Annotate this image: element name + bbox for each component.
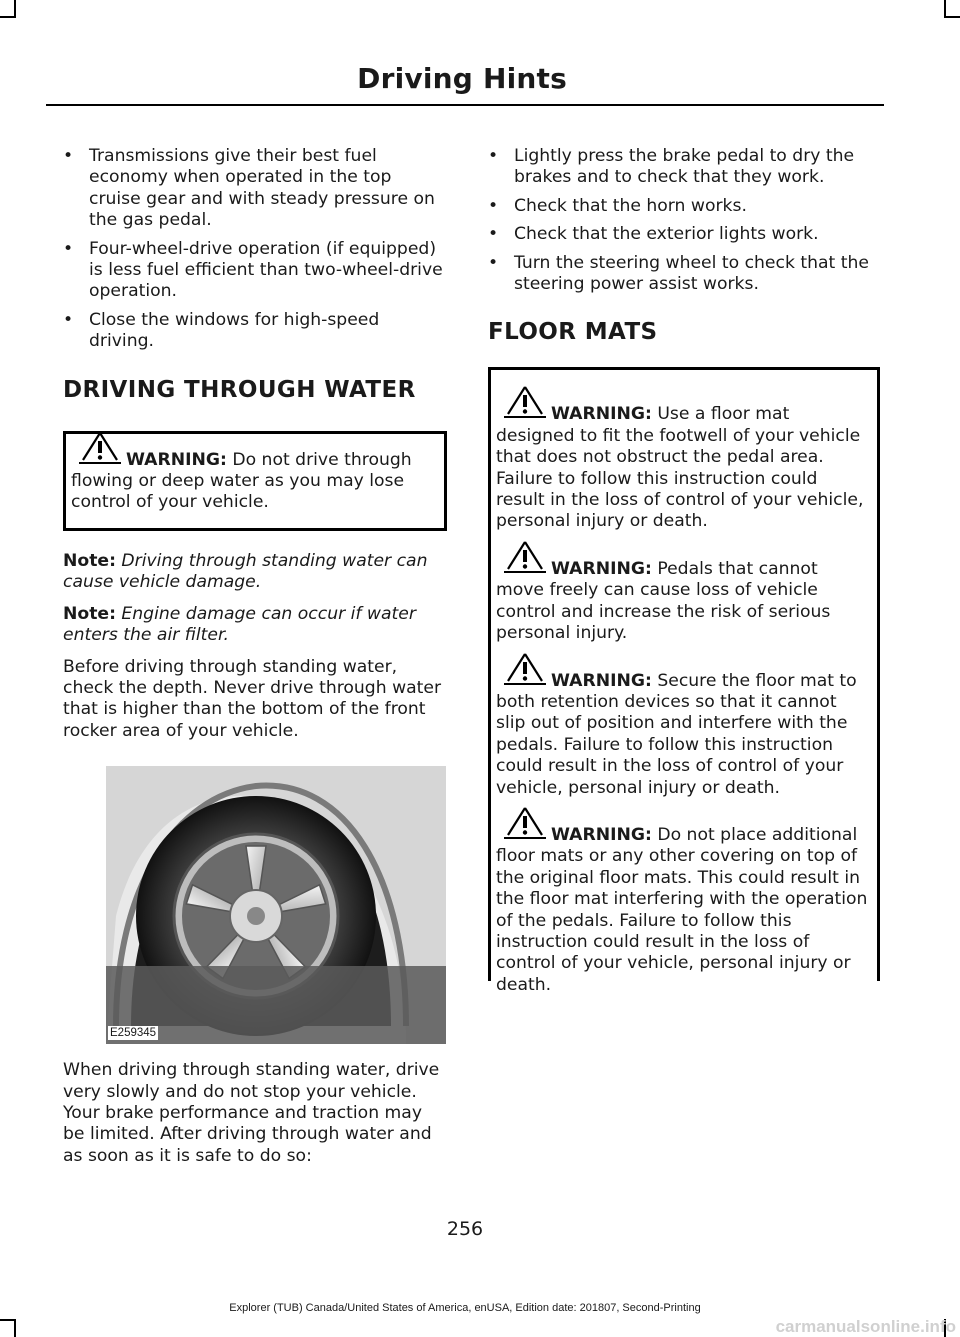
list-item: • Transmissions give their best fuel economy when operated in the top cruise gear and with steady pressure on the gas pedal. — [63, 146, 447, 232]
paragraph: Before driving through standing water, check the depth. Never drive through water that is higher than the bottom of the front rocker area of your vehicle. — [63, 656, 442, 741]
warning-label: WARNING: — [551, 558, 652, 579]
list-item: • Check that the horn works. — [488, 196, 880, 217]
warning-label: WARNING: — [551, 824, 652, 845]
bullet-list — [63, 146, 447, 353]
crop-mark — [0, 16, 16, 18]
note — [63, 604, 447, 647]
warning-triangle-icon — [498, 541, 552, 575]
warning-triangle-icon — [73, 432, 127, 466]
footer-text: Explorer (TUB) Canada/United States of America, enUSA, Edition date: 201807, Second-Printing — [229, 1302, 701, 1314]
note-text: Engine damage can occur if water enters the air filter. — [63, 603, 416, 646]
warning-box — [488, 367, 880, 995]
bullet-list — [488, 146, 880, 295]
watermark: carmanualsonline.info — [775, 1317, 956, 1336]
crop-mark — [944, 16, 960, 18]
list-item: • Check that the exterior lights work. — [488, 224, 880, 245]
left-column — [63, 146, 447, 1167]
warning-text: Use a floor mat designed to fit the footwell of your vehicle that does not obstruct the pedal area. Failure to follow this instruction could result in the loss of control of your vehicle, personal injury or death. — [496, 404, 864, 532]
right-column — [488, 146, 880, 995]
warning-item — [71, 450, 438, 514]
section-heading: FLOOR MATS — [488, 319, 658, 346]
header-rule — [46, 104, 884, 106]
wheel-illustration — [106, 766, 446, 1044]
warning-triangle-icon — [498, 807, 552, 841]
warning-triangle-icon — [498, 386, 552, 420]
crop-mark — [14, 1319, 16, 1337]
note — [63, 551, 447, 594]
warning-item — [496, 825, 871, 996]
warning-label: WARNING: — [551, 670, 652, 691]
warning-text: Secure the floor mat to both retention devices so that it cannot slip out of position and interfere with the pedals. Failure to follow this instruction could result in the loss of control of your vehicle, personal injury or death. — [496, 670, 857, 798]
note-label: Note: — [63, 550, 116, 571]
crop-mark — [0, 1319, 16, 1321]
list-item: • Four-wheel-drive operation (if equipped) is less fuel efficient than two-wheel-drive operation. — [63, 239, 447, 303]
note-label: Note: — [63, 603, 116, 624]
page-number: 256 — [446, 1218, 484, 1240]
warning-label: WARNING: — [551, 404, 652, 425]
figure-id: E259345 — [110, 1027, 157, 1040]
warning-triangle-icon — [498, 653, 552, 687]
list-item: • Lightly press the brake pedal to dry the brakes and to check that they work. — [488, 146, 880, 189]
note-text: Driving through standing water can cause vehicle damage. — [63, 550, 428, 593]
page-title: Driving Hints — [357, 62, 567, 95]
wheel-figure — [106, 766, 446, 1044]
warning-text: Do not drive through flowing or deep water as you may lose control of your vehicle. — [71, 449, 412, 513]
warning-label: WARNING: — [126, 449, 227, 470]
warning-item — [496, 559, 871, 645]
warning-text: Pedals that cannot move freely can cause loss of vehicle control and increase the risk of serious personal injury. — [496, 558, 831, 644]
warning-item — [496, 404, 871, 532]
section-heading: DRIVING THROUGH WATER — [63, 376, 416, 403]
paragraph: When driving through standing water, drive very slowly and do not stop your vehicle. Your brake performance and traction may be limited. After driving through water and as soon as it is safe to do so: — [63, 1060, 440, 1166]
warning-item — [496, 671, 871, 799]
list-item: • Turn the steering wheel to check that the steering power assist works. — [488, 253, 880, 296]
list-item: • Close the windows for high-speed driving. — [63, 310, 447, 353]
warning-text: Do not place additional floor mats or any other covering on top of the original floor mats. This could result in the floor mat interfering with the operation of the pedals. Failure to follow this instruction could result in the loss of control of your vehicle, personal injury or death. — [496, 824, 868, 995]
warning-box — [63, 431, 447, 531]
